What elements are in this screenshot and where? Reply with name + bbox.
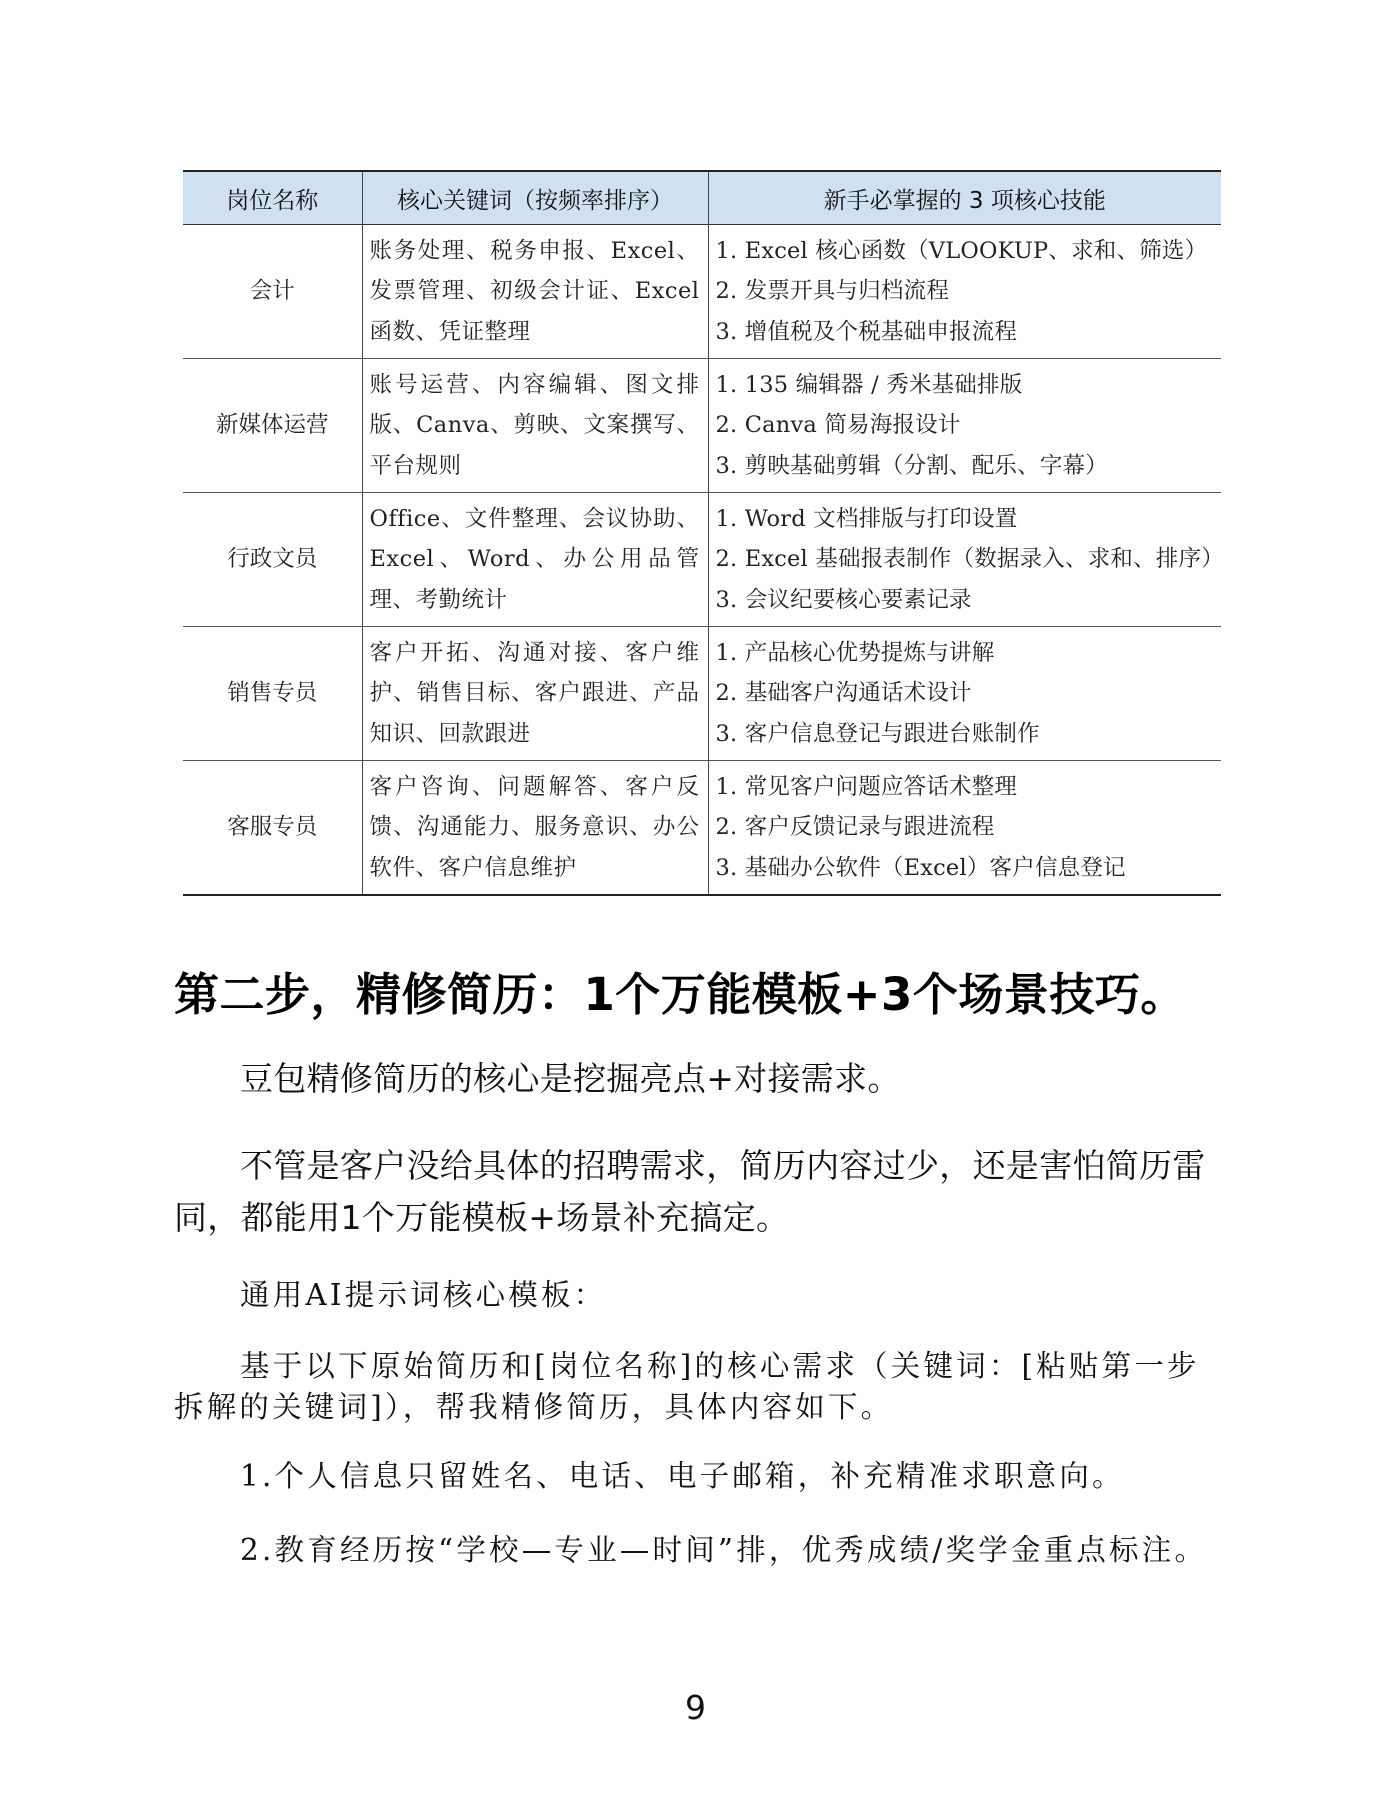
position-cell: 客服专员 — [227, 814, 318, 841]
skills-cell — [708, 493, 1224, 627]
skills-cell — [708, 225, 1221, 359]
body-paragraph: 豆包精修简历的核心是挖掘亮点+对接需求。 — [240, 1059, 901, 1098]
position-cell: 行政文员 — [227, 546, 318, 573]
skill-item: 1. Excel 核心函数（VLOOKUP、求和、筛选） — [715, 237, 1208, 264]
skill-item: 2. Excel 基础报表制作（数据录入、求和、排序） — [715, 546, 1224, 573]
page-number: 9 — [685, 1688, 706, 1727]
skill-item: 3. 剪映基础剪辑（分割、配乐、字幕） — [715, 452, 1108, 479]
prompt-intro: 基于以下原始简历和[岗位名称]的核心需求（关键词：[粘贴第一步拆解的关键词]），帮我精修简历，具体内容如下。 — [174, 1349, 1200, 1424]
prompt-item: 1.个人信息只留姓名、电话、电子邮箱，补充精准求职意向。 — [240, 1459, 1125, 1493]
skills-cell — [708, 359, 1221, 493]
job-skills-table — [183, 170, 1224, 896]
table-header-row — [183, 171, 1221, 225]
skill-item: 2. Canva 简易海报设计 — [715, 412, 961, 439]
position-cell: 新媒体运营 — [215, 412, 329, 439]
table-row — [183, 225, 1221, 359]
keywords-cell: 账号运营、内容编辑、图文排版、Canva、剪映、文案撰写、平台规则 — [362, 359, 708, 493]
skill-item: 3. 客户信息登记与跟进台账制作 — [715, 720, 1040, 747]
table-row — [183, 761, 1221, 896]
skill-item: 2. 发票开具与归档流程 — [715, 278, 950, 305]
position-cell: 销售专员 — [227, 680, 318, 707]
table-row — [183, 493, 1221, 627]
skill-item: 1. Word 文档排版与打印设置 — [715, 505, 1018, 532]
keywords-cell: 账务处理、税务申报、Excel、发票管理、初级会计证、Excel 函数、凭证整理 — [362, 225, 708, 359]
prompt-item: 2.教育经历按“学校—专业—时间”排，优秀成绩/奖学金重点标注。 — [240, 1533, 1208, 1567]
prompt-title: 通用AI提示词核心模板： — [240, 1278, 607, 1312]
header-position: 岗位名称 — [226, 187, 319, 214]
header-keywords: 核心关键词（按频率排序） — [362, 171, 708, 225]
skills-cell — [708, 627, 1221, 761]
skill-item: 2. 客户反馈记录与跟进流程 — [715, 814, 995, 841]
section-heading: 第二步，精修简历：1个万能模板+3个场景技巧。 — [174, 968, 1186, 1021]
skill-item: 3. 增值税及个税基础申报流程 — [715, 318, 1018, 345]
keywords-cell: 客户开拓、沟通对接、客户维护、销售目标、客户跟进、产品知识、回款跟进 — [362, 627, 708, 761]
position-cell: 会计 — [249, 278, 295, 305]
skill-item: 2. 基础客户沟通话术设计 — [715, 680, 972, 707]
skill-item: 3. 基础办公软件（Excel）客户信息登记 — [715, 854, 1126, 881]
skill-item: 3. 会议纪要核心要素记录 — [715, 586, 972, 613]
keywords-cell: 客户咨询、问题解答、客户反馈、沟通能力、服务意识、办公软件、客户信息维护 — [362, 761, 708, 896]
body-paragraph: 不管是客户没给具体的招聘需求，简历内容过少，还是害怕简历雷同，都能用1个万能模板+场景补充搞定。 — [174, 1146, 1206, 1237]
header-skills: 新手必掌握的 3 项核心技能 — [708, 171, 1221, 225]
skill-item: 1. 常见客户问题应答话术整理 — [715, 773, 1018, 800]
skills-table-container — [183, 170, 1224, 896]
skills-cell — [708, 761, 1221, 896]
table-row — [183, 627, 1221, 761]
keywords-cell: Office、文件整理、会议协助、Excel、Word、办公用品管理、考勤统计 — [362, 493, 708, 627]
skill-item: 1. 135 编辑器 / 秀米基础排版 — [715, 371, 1023, 398]
table-row — [183, 359, 1221, 493]
skill-item: 1. 产品核心优势提炼与讲解 — [715, 639, 995, 666]
